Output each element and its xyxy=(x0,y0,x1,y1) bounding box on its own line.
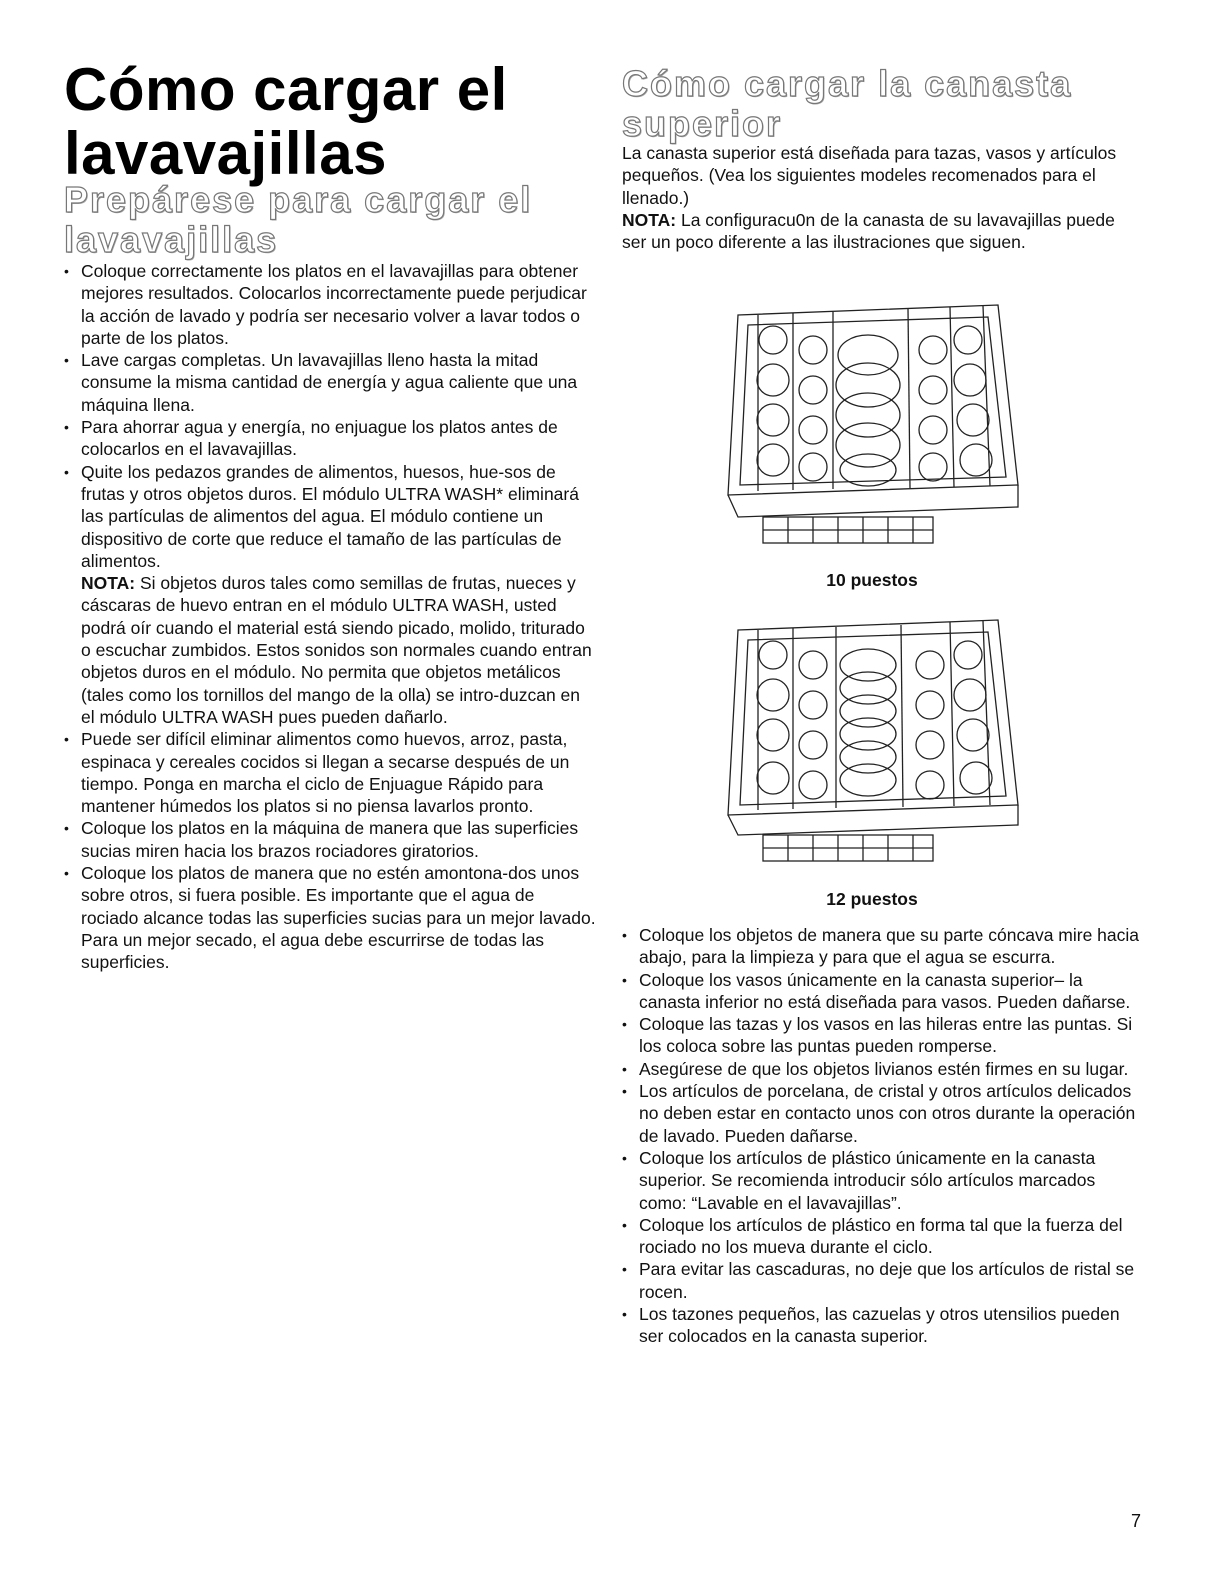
list-item: • Coloque los platos en la máquina de manera que las superficies sucias miren hacia los brazos rociadores giratorios. xyxy=(64,817,596,862)
nota-text: La configuracu0n de la canasta de su lavavajillas puede ser un poco diferente a las ilustraciones que siguen. xyxy=(622,209,1115,253)
left-column xyxy=(64,260,596,974)
nota-text: Si objetos duros tales como semillas de frutas, nueces y cáscaras de huevo entran en el módulo ULTRA WASH, usted podrá oír cuando el material está siendo picado, molido, triturado o escuchar zumbidos. Estos sonidos son normales cuando entran objetos duros en el módulo. No permita que objetos metálicos (tales como los tornillos del mango de la olla) se intro-duzcan en el módulo ULTRA WASH pues pueden dañarlo. xyxy=(81,573,592,727)
rack-illustration-12 xyxy=(718,610,1038,875)
list-item: • Coloque los vasos únicamente en la canasta superior– la canasta inferior no está diseñada para vasos. Pueden dañarse. xyxy=(622,969,1142,1014)
upper-rack-intro xyxy=(622,142,1142,253)
page-title: Cómo cargar el lavavajillas xyxy=(64,56,508,187)
caption-10-puestos: 10 puestos xyxy=(826,570,918,590)
caption-12-puestos: 12 puestos xyxy=(826,889,918,909)
list-item: • Puede ser difícil eliminar alimentos como huevos, arroz, pasta, espinaca y cereales cocidos si llegan a secarse después de un tiempo. Ponga en marcha el ciclo de Enjuague Rápido para mantener húmedos los platos si no piensa lavarlos pronto. xyxy=(64,728,596,817)
list-item: • Los artículos de porcelana, de cristal y otros artículos delicados no deben estar en contacto unos con otros durante la operación de lavado. Pueden dañarse. xyxy=(622,1080,1142,1147)
section-heading-upper-rack: Cómo cargar la canasta superior xyxy=(622,63,1073,144)
page-number: 7 xyxy=(1131,1511,1142,1531)
upper-rack-bullet-list xyxy=(622,924,1142,1348)
list-item: • Asegúrese de que los objetos livianos estén firmes en su lugar. xyxy=(622,1058,1142,1080)
nota-config xyxy=(622,209,1142,254)
list-item: • Coloque las tazas y los vasos en las hileras entre las puntas. Si los coloca sobre las puntas pueden romperse. xyxy=(622,1013,1142,1058)
nota-label: NOTA: xyxy=(622,209,677,230)
list-item: • Coloque los objetos de manera que su parte cóncava mire hacia abajo, para la limpieza y para que el agua se escurra. xyxy=(622,924,1142,969)
list-item: • Para evitar las cascaduras, no deje que los artículos de ristal se rocen. xyxy=(622,1258,1142,1303)
list-item: • Lave cargas completas. Un lavavajillas lleno hasta la mitad consume la misma cantidad de energía y agua caliente que una máquina llena. xyxy=(64,349,596,416)
nota-label: NOTA: xyxy=(81,573,136,594)
prepare-bullet-list xyxy=(64,260,596,572)
nota-ultra-wash xyxy=(64,572,596,728)
intro-paragraph: La canasta superior está diseñada para tazas, vasos y artículos pequeños. (Vea los siguientes modeles recomenados para el llenado.) xyxy=(622,143,1117,208)
right-column-list xyxy=(622,924,1142,1348)
rack-illustration-10 xyxy=(718,295,1038,557)
list-item: • Coloque los artículos de plástico en forma tal que la fuerza del rociado no los mueva durante el ciclo. xyxy=(622,1214,1142,1259)
prepare-bullet-list-2 xyxy=(64,728,596,973)
list-item: • Coloque los artículos de plástico únicamente en la canasta superior. Se recomienda introducir sólo artículos marcados como: “Lavable en el lavavajillas”. xyxy=(622,1147,1142,1214)
list-item: • Coloque correctamente los platos en el lavavajillas para obtener mejores resultados. Colocarlos incorrectamente puede perjudicar la acción de lavado y podría ser necesario volver a lavar todos o parte de los platos. xyxy=(64,260,596,349)
list-item: • Para ahorrar agua y energía, no enjuague los platos antes de colocarlos en el lavavajillas. xyxy=(64,416,596,461)
list-item: • Coloque los platos de manera que no estén amontona-dos unos sobre otros, si fuera posible. Es importante que el agua de rociado alcance todas las superficies sucias para un mejor lavado. Para un mejor secado, el agua debe escurrirse de todas las superficies. xyxy=(64,862,596,973)
list-item: • Quite los pedazos grandes de alimentos, huesos, hue-sos de frutas y otros objetos duros. El módulo ULTRA WASH* eliminará las partículas de alimentos del agua. El módulo contiene un dispositivo de corte que reduce el tamaño de las partículas de alimentos. xyxy=(64,461,596,572)
list-item: • Los tazones pequeños, las cazuelas y otros utensilios pueden ser colocados en la canasta superior. xyxy=(622,1303,1142,1348)
section-heading-prepare: Prepárese para cargar el lavavajillas xyxy=(64,179,533,260)
